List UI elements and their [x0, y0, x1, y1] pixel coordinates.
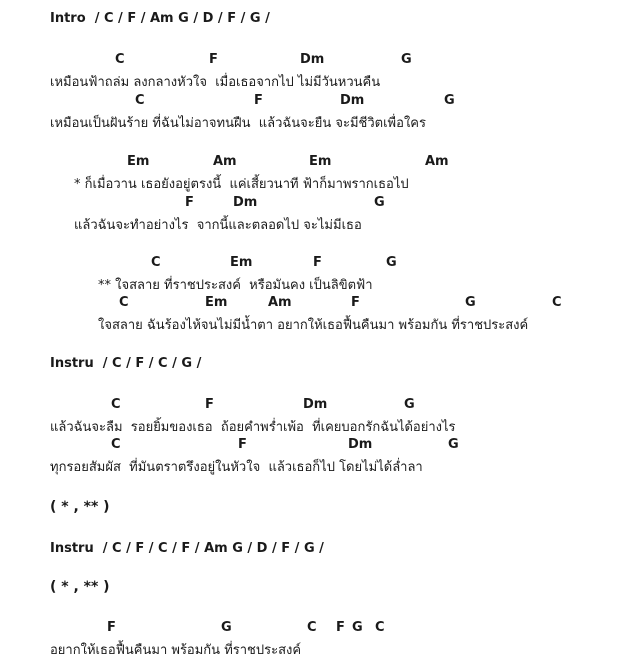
- instru-line: Instru / C / F / C / G /: [50, 356, 202, 371]
- chord: C: [111, 397, 121, 412]
- chord: G: [404, 397, 415, 412]
- chord: F: [351, 295, 360, 310]
- lyric-line: ทุกรอยสัมผัส ที่มันตราตรึงอยู่ในหัวใจ แล้วเธอก็ไป โดยไม่ได้ล่ำลา: [50, 460, 423, 475]
- lyric-line: ** ใจสลาย ที่ราชประสงค์ หรือมันคง เป็นลิขิตฟ้า: [98, 278, 373, 293]
- chord: F: [254, 93, 263, 108]
- chord: Em: [127, 154, 150, 169]
- intro-line: Intro / C / F / Am G / D / F / G /: [50, 11, 270, 26]
- chord: C: [552, 295, 562, 310]
- lyric-line: แล้วฉันจะทำอย่างไร จากนี้และตลอดไป จะไม่มีเธอ: [74, 218, 362, 233]
- chord: G: [465, 295, 476, 310]
- chord: F: [209, 52, 218, 67]
- chord: C: [307, 620, 317, 635]
- lyric-line: อยากให้เธอฟื้นคืนมา พร้อมกัน ที่ราชประสงค์: [50, 643, 302, 658]
- chord: F: [313, 255, 322, 270]
- chord: Am: [425, 154, 449, 169]
- chord: Dm: [348, 437, 373, 452]
- lyric-line: แล้วฉันจะลืม รอยยิ้มของเธอ ถ้อยคำพร่ำเพ้อ ที่เคยบอกรักฉันได้อย่างไร: [50, 420, 456, 435]
- chord: C: [115, 52, 125, 67]
- chord: Em: [230, 255, 253, 270]
- chord: C: [111, 437, 121, 452]
- chord: Em: [205, 295, 228, 310]
- chord: G: [221, 620, 232, 635]
- chord: G: [444, 93, 455, 108]
- chord: G: [352, 620, 363, 635]
- chord: C: [375, 620, 385, 635]
- chord: F: [107, 620, 116, 635]
- chord: Dm: [233, 195, 258, 210]
- chord: C: [135, 93, 145, 108]
- chord: G: [448, 437, 459, 452]
- lyric-line: * ก็เมื่อวาน เธอยังอยู่ตรงนี้ แค่เสี้ยวนาที ฟ้าก็มาพรากเธอไป: [74, 177, 409, 192]
- lyric-line: ใจสลาย ฉันร้องไห้จนไม่มีน้ำตา อยากให้เธอฟื้นคืนมา พร้อมกัน ที่ราชประสงค์: [98, 318, 529, 333]
- chord: Dm: [340, 93, 365, 108]
- chord: G: [401, 52, 412, 67]
- repeat-marker: ( * , ** ): [50, 499, 110, 515]
- chord: Am: [268, 295, 292, 310]
- chord: Em: [309, 154, 332, 169]
- chord: G: [386, 255, 397, 270]
- lyric-line: เหมือนเป็นฝันร้าย ที่ฉันไม่อาจทนฝืน แล้วฉันจะยืน จะมีชีวิตเพื่อใคร: [50, 116, 426, 131]
- lyric-line: เหมือนฟ้าถล่ม ลงกลางหัวใจ เมื่อเธอจากไป ไม่มีวันหวนคืน: [50, 75, 381, 90]
- chord: F: [185, 195, 194, 210]
- chord: F: [238, 437, 247, 452]
- repeat-marker: ( * , ** ): [50, 579, 110, 595]
- chord: C: [119, 295, 129, 310]
- chord: Am: [213, 154, 237, 169]
- chord: Dm: [300, 52, 325, 67]
- chord: F: [205, 397, 214, 412]
- chord: G: [374, 195, 385, 210]
- chord: Dm: [303, 397, 328, 412]
- chord: F: [336, 620, 345, 635]
- chord: C: [151, 255, 161, 270]
- instru-line: Instru / C / F / C / F / Am G / D / F / G /: [50, 541, 324, 556]
